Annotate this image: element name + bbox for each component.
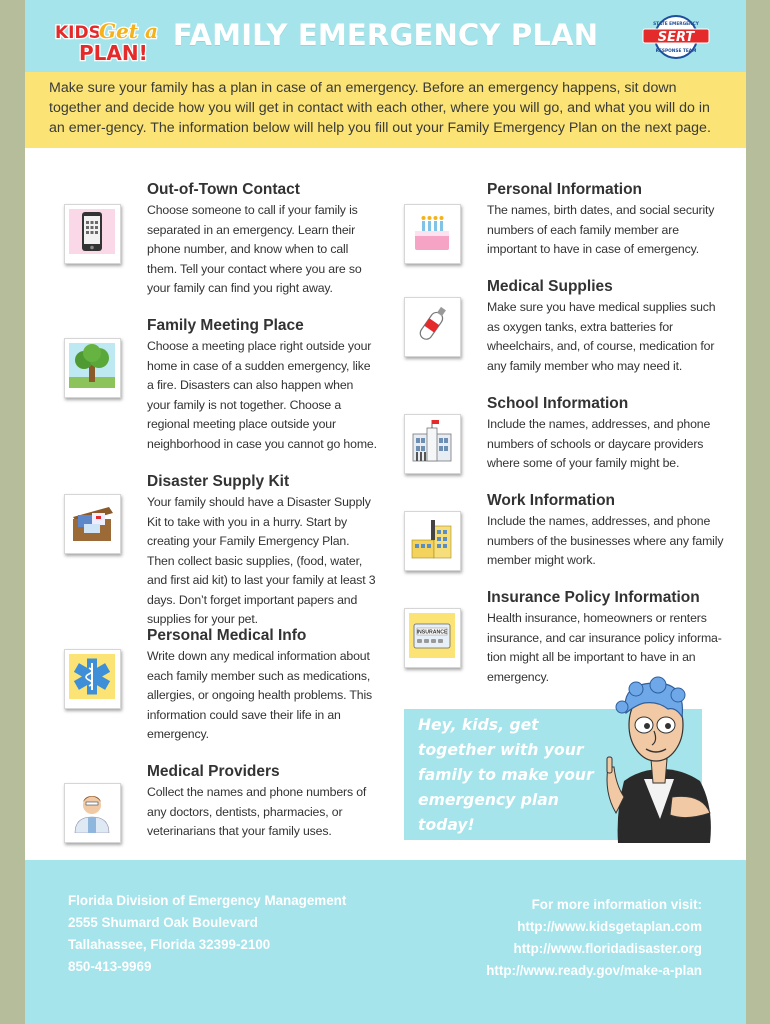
svg-text:RESPONSE TEAM: RESPONSE TEAM (655, 49, 697, 54)
intro-text: Make sure your family has a plan in case of an emergency. Before an emergency happens, sit down together and decide how you will get in contact with each other, where you will go, and what you will do in an emer-gency. The information below will help you fill out your Family Emergency Plan on the next page. (49, 80, 711, 136)
intro-panel (25, 72, 746, 148)
section-body: Make sure you have medical supplies such as oxygen tanks, extra batteries for wheelchairs, and, of course, medication for any family member who may need it. (487, 300, 716, 373)
more-info-label: For more information visit: (531, 897, 702, 912)
more-info-block (486, 894, 702, 982)
section-body: Collect the names and phone numbers of any doctors, dentists, pharmacies, or veterinarians that your family uses. (147, 785, 367, 838)
section-body: Choose someone to call if your family is separated in an emergency. Learn their phone number, and know when to call them. Tell your contact where you are so your family can find you right away. (147, 203, 362, 295)
cartoon-boy-illustration (596, 673, 726, 843)
page-sheet (25, 0, 746, 1024)
svg-text:STATE EMERGENCY: STATE EMERGENCY (653, 22, 699, 27)
phone-number: 850-413-9969 (68, 959, 152, 974)
footer-banner (25, 860, 746, 1024)
supply-box-icon (64, 494, 121, 554)
section-medical-supplies (487, 278, 727, 376)
section-body: Include the names, addresses, and phone numbers of schools or daycare providers where some of your family might be. (487, 417, 711, 470)
link-floridadisaster[interactable]: http://www.floridadisaster.org (513, 941, 702, 956)
svg-text:PLAN!: PLAN! (79, 41, 148, 64)
callout-text: Hey, kids, get together with your family to make your emergency plan today! (418, 716, 594, 834)
section-title: Disaster Supply Kit (147, 473, 290, 490)
section-title: Insurance Policy Information (487, 589, 700, 606)
section-disaster-supply-kit (147, 473, 377, 630)
oxygen-tank-icon (404, 297, 461, 357)
section-body: The names, birth dates, and social security numbers of each family member are important to have in case of emergency. (487, 203, 715, 256)
street-address: 2555 Shumard Oak Boulevard (68, 915, 258, 930)
section-personal-information (487, 181, 727, 260)
link-ready-gov[interactable]: http://www.ready.gov/make-a-plan (486, 963, 702, 978)
birthday-cake-icon (404, 204, 461, 264)
svg-text:KIDS: KIDS (55, 23, 101, 43)
section-title: Medical Supplies (487, 278, 613, 295)
page-title: FAMILY EMERGENCY PLAN (172, 18, 599, 52)
section-personal-medical-info (147, 627, 377, 745)
svg-text:INSURANCE: INSURANCE (416, 629, 448, 636)
city-state-zip: Tallahassee, Florida 32399-2100 (68, 937, 271, 952)
tree-icon (64, 338, 121, 398)
link-kidsgetaplan[interactable]: http://www.kidsgetaplan.com (517, 919, 702, 934)
factory-icon (404, 511, 461, 571)
section-body: Write down any medical information about each family member such as medications, allergies, or ongoing health problems. This information could save their life in an emergency. (147, 649, 373, 741)
section-school-information (487, 395, 727, 474)
section-body: Include the names, addresses, and phone numbers of the businesses where any family member might work. (487, 514, 724, 567)
insurance-card-icon (404, 608, 461, 668)
section-title: Medical Providers (147, 763, 280, 780)
section-work-information (487, 492, 727, 571)
section-body: Choose a meeting place right outside your home in case of a sudden emergency, like a fire. Disasters can also happen when your family is not together. Choose a regional meeting place outside your neighborhood in case you cannot go home. (147, 339, 377, 451)
medical-star-icon (64, 649, 121, 709)
org-name: Florida Division of Emergency Management (68, 893, 347, 908)
doctor-icon (64, 783, 121, 843)
section-title: Work Information (487, 492, 616, 509)
section-body: Health insurance, homeowners or renters insurance, and car insurance policy informa-tion might all be important to have in an emergency. (487, 611, 722, 684)
section-title: School Information (487, 395, 629, 412)
section-out-of-town-contact (147, 181, 377, 299)
section-body: Your family should have a Disaster Supply Kit to take with you in a hurry. Start by creating your Family Emergency Plan. Then collect basic supplies, (food, water, and first aid kit) to last your family at least 3 days. Don’t forget important papers and supplies for your pet. (147, 495, 376, 626)
sert-logo (639, 14, 713, 60)
section-title: Personal Medical Info (147, 627, 307, 644)
cell-phone-icon (64, 204, 121, 264)
header-banner (25, 0, 746, 72)
svg-text:SERT: SERT (657, 30, 695, 45)
section-title: Out-of-Town Contact (147, 181, 300, 198)
contact-address-block (68, 890, 346, 978)
school-building-icon (404, 414, 461, 474)
section-family-meeting-place (147, 317, 377, 454)
section-title: Personal Information (487, 181, 643, 198)
section-medical-providers (147, 763, 377, 842)
section-title: Family Meeting Place (147, 317, 304, 334)
svg-text:Get a: Get a (99, 19, 158, 43)
